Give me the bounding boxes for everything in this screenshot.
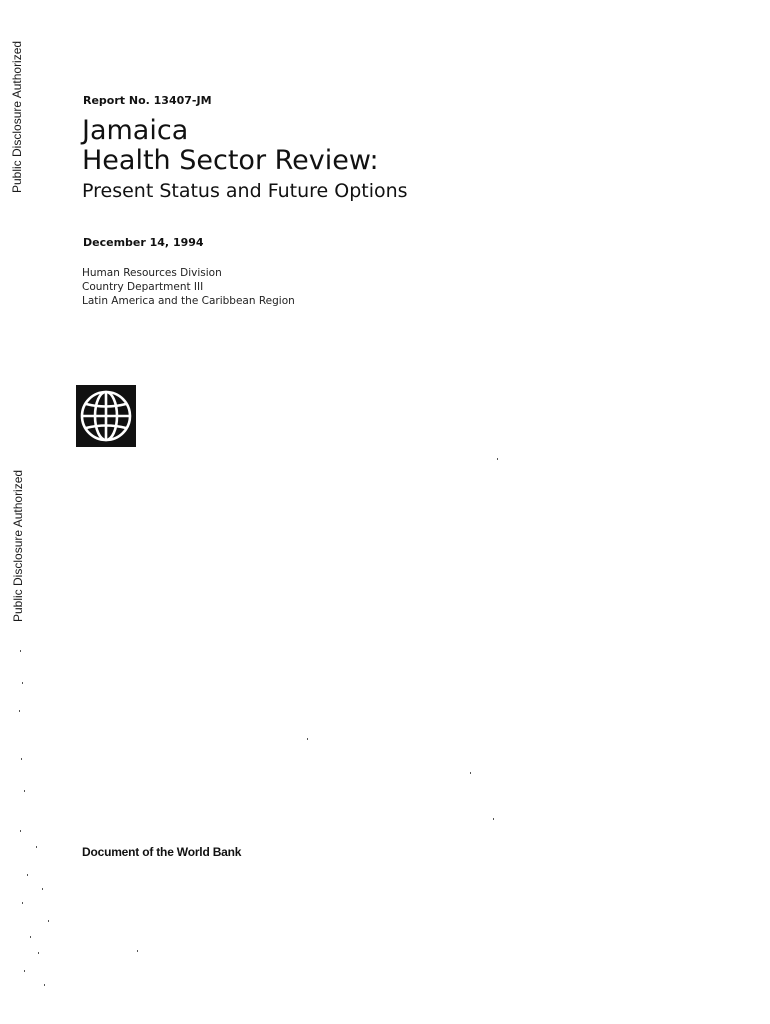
subtitle: Present Status and Future Options [82,180,408,202]
report-date: December 14, 1994 [83,236,204,249]
report-number: Report No. 13407-JM [83,94,212,107]
disclosure-stamp-bottom: Public Disclosure Authorized [11,469,25,622]
dept-line-region: Latin America and the Caribbean Region [82,295,295,307]
scan-speck [470,772,471,774]
world-bank-globe-icon [76,385,136,447]
scan-noise [18,640,68,1010]
dept-line-division: Human Resources Division [82,267,222,279]
scan-speck [307,738,308,740]
scan-speck [493,818,494,820]
title-country: Jamaica [82,115,189,146]
footer-label: Document of the World Bank [82,845,242,859]
scan-speck [137,950,138,952]
department-block [82,266,295,308]
title-main: Health Sector Review: [82,145,379,176]
scan-speck [497,458,498,460]
title-block [82,116,408,204]
disclosure-stamp-top: Public Disclosure Authorized [10,40,24,193]
dept-line-country-department: Country Department III [82,281,204,293]
